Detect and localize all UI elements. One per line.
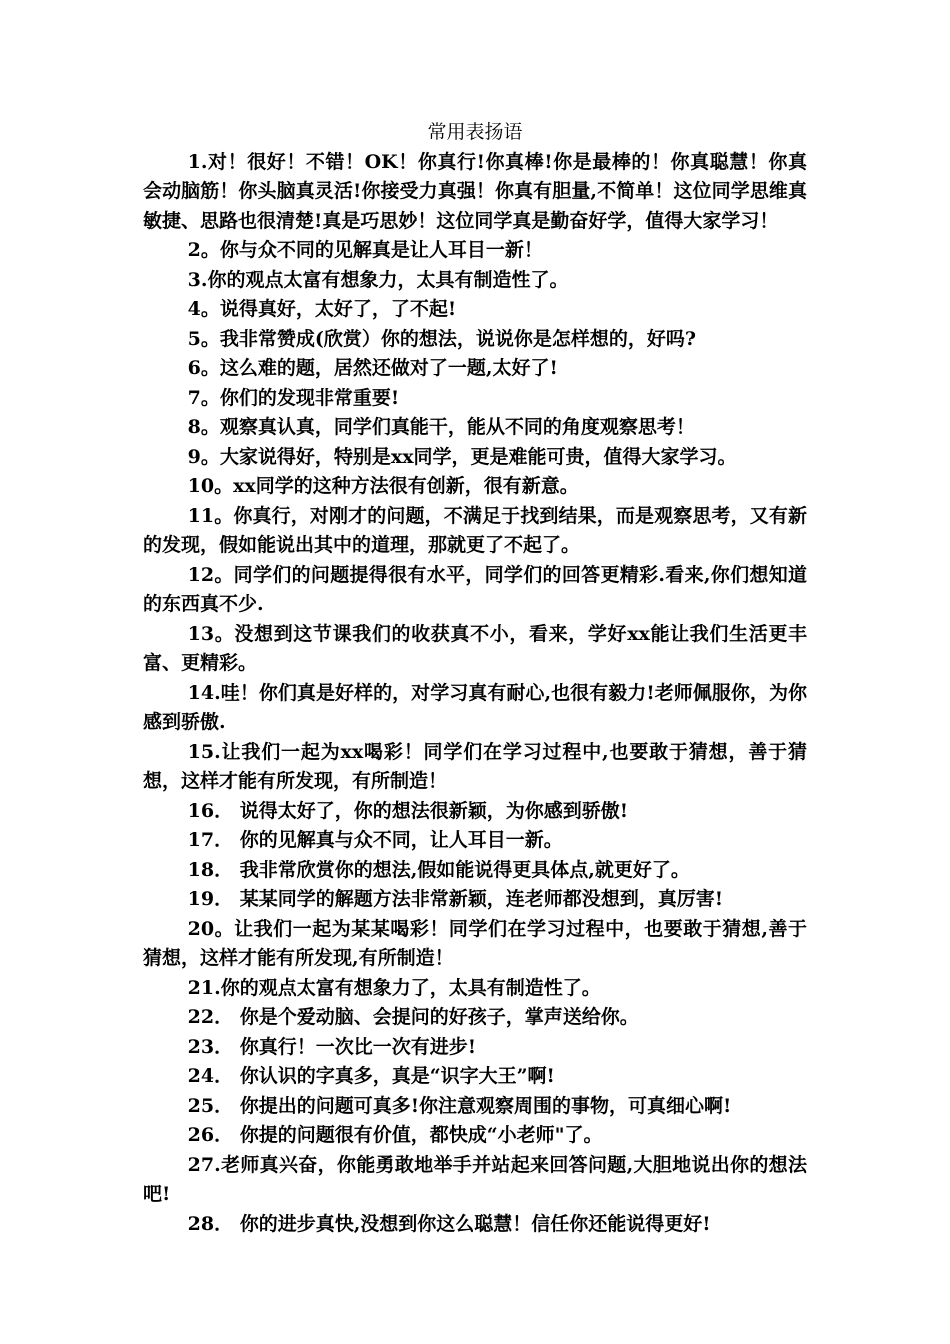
praise-item-11: 11。你真行，对刚才的问题，不满足于找到结果，而是观察思考，又有新的发现，假如能说出其中的道理，那就更了不起了。	[143, 504, 807, 556]
praise-item-22: 22． 你是个爱动脑、会提问的好孩子，掌声送给你。	[187, 1006, 639, 1028]
praise-item-20: 20。让我们一起为某某喝彩！同学们在学习过程中，也要敢于猜想,善于猜想，这样才能有所发现,有所制造！	[143, 917, 807, 969]
praise-item-1: 1.对！很好！不错！OK！你真行!你真棒!你是最棒的！你真聪慧！你真会动脑筋！你头脑真灵活!你接受力真强！你真有胆量,不简单！这位同学思维真敏捷、思路也很清楚!真是巧思妙！这位同学真是勤奋好学，值得大家学习！	[143, 150, 807, 232]
praise-item-8: 8。观察真认真，同学们真能干，能从不同的角度观察思考！	[187, 416, 695, 438]
praise-item-17: 17． 你的见解真与众不同，让人耳目一新。	[187, 829, 563, 851]
praise-item-27: 27.老师真兴奋，你能勇敢地举手并站起来回答问题,大胆地说出你的想法吧!	[143, 1153, 807, 1205]
paragraph-list	[143, 148, 807, 1240]
praise-item-28: 28． 你的进步真快,没想到你这么聪慧！信任你还能说得更好!	[187, 1212, 711, 1235]
praise-item-18: 18． 我非常欣赏你的想法,假如能说得更具体点,就更好了。	[187, 858, 690, 881]
praise-item-26: 26． 你提的问题很有价值，都快成“小老师"了。	[187, 1124, 603, 1146]
document-body	[143, 118, 807, 1239]
praise-item-7: 7。你们的发现非常重要!	[187, 386, 400, 409]
praise-item-23: 23． 你真行！一次比一次有进步!	[187, 1035, 477, 1058]
praise-item-9: 9。大家说得好，特别是xx同学，更是难能可贵，值得大家学习。	[187, 445, 737, 468]
praise-item-12: 12。同学们的问题提得很有水平，同学们的回答更精彩.看来,你们想知道的东西真不少.	[143, 563, 807, 615]
document-title: 常用表扬语	[427, 121, 523, 143]
praise-item-16: 16． 说得太好了，你的想法很新颖，为你感到骄傲!	[187, 799, 629, 822]
praise-item-5: 5。我非常赞成(欣赏）你的想法，说说你是怎样想的，好吗?	[187, 327, 696, 350]
praise-item-10: 10。xx同学的这种方法很有创新，很有新意。	[187, 475, 579, 497]
praise-item-6: 6。这么难的题，居然还做对了一题,太好了!	[187, 357, 558, 379]
praise-item-14: 14.哇！你们真是好样的，对学习真有耐心,也很有毅力!老师佩服你，为你感到骄傲.	[143, 681, 807, 733]
praise-item-4: 4。说得真好，太好了，了不起!	[187, 298, 457, 320]
praise-item-21: 21.你的观点太富有想象力了，太具有制造性了。	[187, 976, 601, 999]
praise-item-25: 25． 你提出的问题可真多!你注意观察周围的事物，可真细心啊!	[187, 1094, 732, 1117]
praise-item-24: 24． 你认识的字真多，真是“识字大王”啊!	[187, 1065, 555, 1087]
praise-item-19: 19． 某某同学的解题方法非常新颖，连老师都没想到，真厉害!	[187, 888, 724, 910]
praise-item-3: 3.你的观点太富有想象力，太具有制造性了。	[187, 268, 569, 291]
praise-item-15: 15.让我们一起为xx喝彩！同学们在学习过程中,也要敢于猜想，善于猜想，这样才能有所发现，有所制造！	[143, 740, 807, 792]
praise-item-2: 2。你与众不同的见解真是让人耳目一新！	[187, 239, 543, 261]
praise-item-13: 13。没想到这节课我们的收获真不小，看来，学好xx能让我们生活更丰富、更精彩。	[143, 622, 807, 674]
